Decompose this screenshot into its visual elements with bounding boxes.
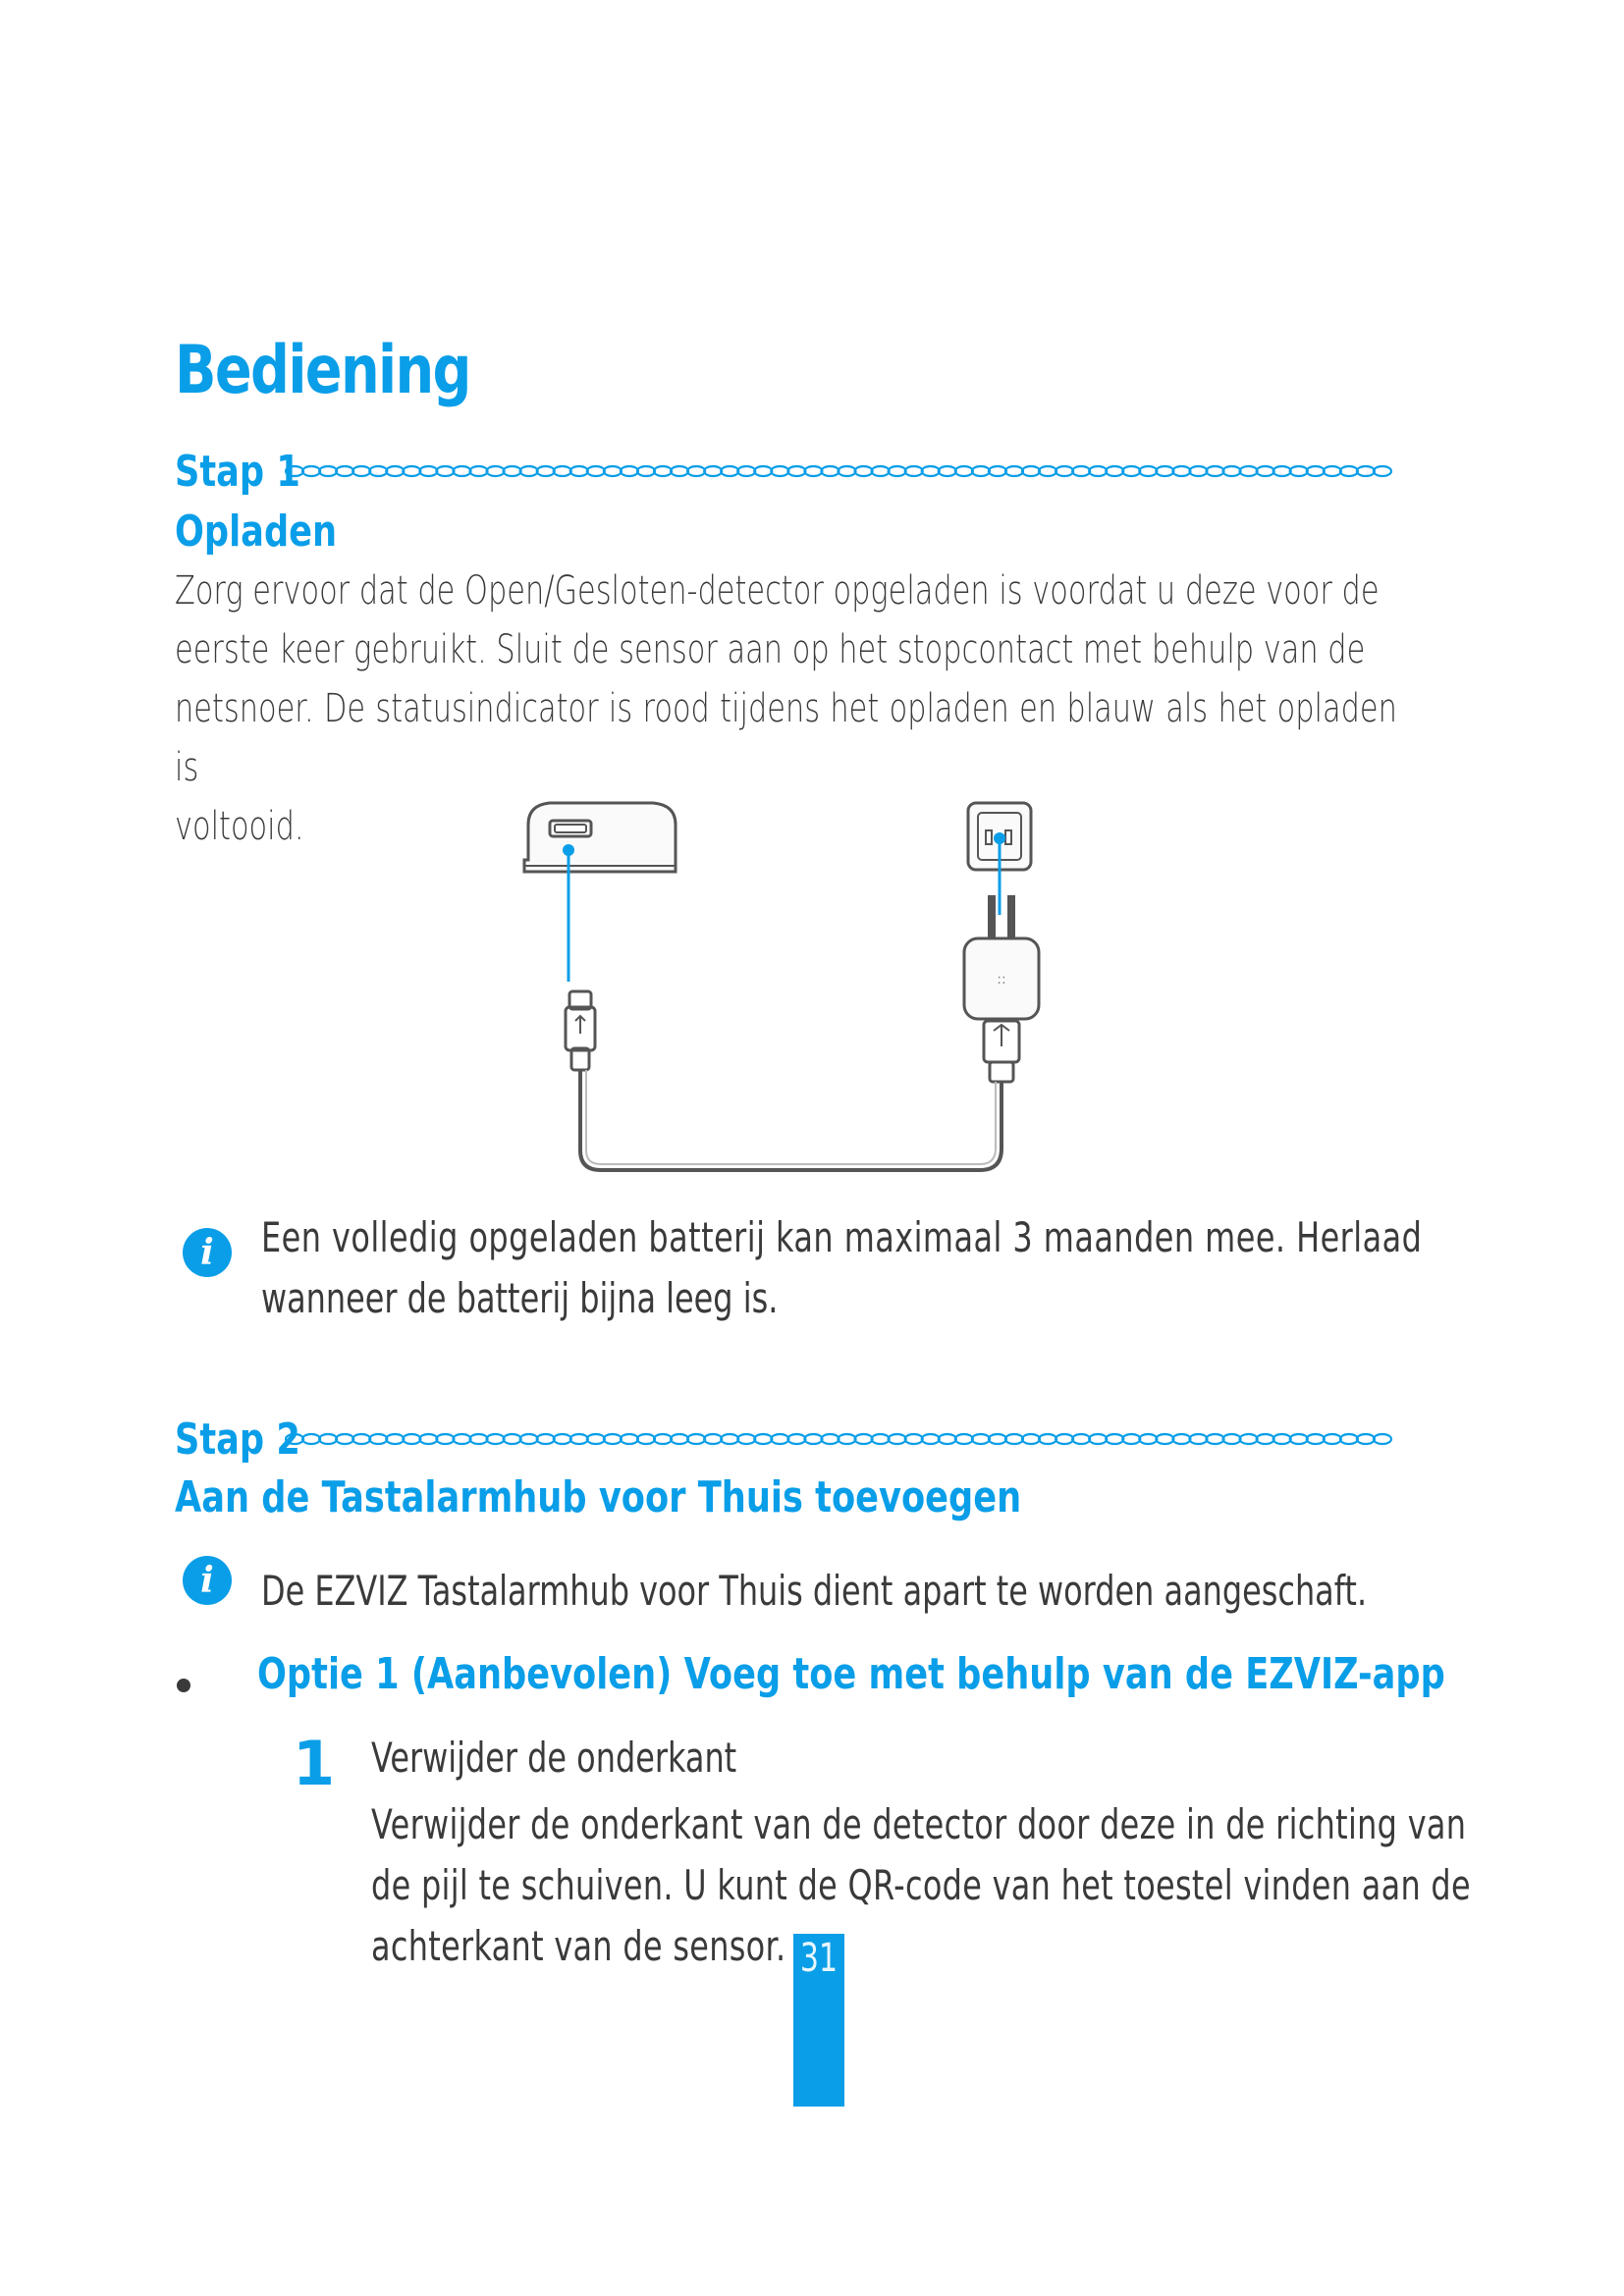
chain-link (737, 466, 755, 476)
chain-link (1290, 1434, 1308, 1444)
chain-link (487, 466, 505, 476)
chain-link (302, 466, 320, 476)
chain-link (687, 466, 705, 476)
step2-header (175, 1412, 1397, 1467)
chain-link (419, 466, 437, 476)
chain-link (1307, 1434, 1325, 1444)
chain-link (1240, 1434, 1258, 1444)
note-line: Een volledig opgeladen batterij kan maximaal 3 maanden mee. Herlaad (261, 1213, 1423, 1261)
page-number: 31 (799, 1936, 839, 1981)
chain-link (804, 1434, 822, 1444)
chain-link (1307, 466, 1325, 476)
chain-link (838, 466, 855, 476)
chain-link (955, 466, 973, 476)
step1-header (175, 444, 1397, 499)
chain-link (403, 1434, 420, 1444)
chain-link (1374, 466, 1391, 476)
chain-link (469, 466, 487, 476)
chain-link (821, 1434, 839, 1444)
usb-cable (580, 1070, 1001, 1170)
option-title: Optie 1 (Aanbevolen) Voeg toe met behulp van de EZVIZ-app (257, 1649, 1445, 1699)
sub-step-body (371, 1794, 1471, 1977)
chain-link (1374, 1434, 1391, 1444)
chain-link (369, 1434, 387, 1444)
chain-link (821, 466, 839, 476)
chain-link (1056, 466, 1073, 476)
chain-link (1172, 1434, 1190, 1444)
chain-link (737, 1434, 755, 1444)
chain-link (352, 1434, 370, 1444)
bullet-icon (177, 1679, 190, 1692)
usb-connector-icon (566, 991, 595, 1070)
chain-link (972, 466, 990, 476)
chain-link (1156, 1434, 1173, 1444)
chain-link (1156, 466, 1173, 476)
sub-step-title: Verwijder de onderkant (371, 1734, 737, 1782)
chain-link (319, 466, 337, 476)
chain-link (469, 1434, 487, 1444)
chain-link (922, 466, 940, 476)
chain-link (989, 1434, 1006, 1444)
chain-link (1340, 466, 1358, 476)
chain-link (1257, 1434, 1274, 1444)
chain-link (453, 1434, 470, 1444)
chain-link (1273, 466, 1291, 476)
charging-illustration (511, 785, 1060, 1178)
chain-link (1039, 466, 1056, 476)
chain-link (872, 1434, 890, 1444)
chain-link (319, 1434, 337, 1444)
chain-link (905, 1434, 923, 1444)
chain-link (587, 1434, 605, 1444)
chain-link (1324, 1434, 1341, 1444)
chain-link (537, 466, 555, 476)
chain-link (1206, 1434, 1223, 1444)
chain-link (671, 466, 688, 476)
chain-link (1223, 466, 1241, 476)
chain-link (654, 1434, 672, 1444)
chain-link (1022, 466, 1040, 476)
chain-link (604, 1434, 622, 1444)
step2-label: Stap 2 (175, 1414, 300, 1465)
chain-link (587, 466, 605, 476)
chain-link (787, 1434, 805, 1444)
paragraph-line: eerste keer gebruikt. Sluit de sensor aan op het stopcontact met behulp van de (175, 627, 1366, 672)
chain-link (1206, 466, 1223, 476)
step2-title: Aan de Tastalarmhub voor Thuis toevoegen (175, 1472, 1022, 1522)
chain-link (754, 1434, 772, 1444)
info-icon: i (183, 1556, 232, 1605)
chain-link (637, 466, 655, 476)
chain-link (1005, 466, 1023, 476)
chain-link (1039, 1434, 1056, 1444)
sensor-device (524, 803, 676, 872)
chain-link (1189, 466, 1207, 476)
chain-link (436, 1434, 454, 1444)
sub-step-number: 1 (293, 1728, 336, 1799)
chain-link (570, 466, 588, 476)
chain-link (704, 1434, 722, 1444)
chain-link (687, 1434, 705, 1444)
chain-link (453, 466, 470, 476)
chain-link (1324, 466, 1341, 476)
chain-link (905, 466, 923, 476)
chain-link (1290, 466, 1308, 476)
sub-step (371, 1728, 1624, 1977)
chain-link (754, 466, 772, 476)
chain-link (520, 466, 538, 476)
chain-link (1005, 1434, 1023, 1444)
chain-link (1056, 1434, 1073, 1444)
power-adapter-icon (964, 895, 1039, 1082)
chain-link (804, 466, 822, 476)
chain-link (504, 1434, 521, 1444)
chain-link (487, 1434, 505, 1444)
chain-link (1357, 466, 1375, 476)
chain-link (1089, 1434, 1107, 1444)
note-line: De EZVIZ Tastalarmhub voor Thuis dient apart te worden aangeschaft. (261, 1567, 1368, 1615)
chain-link (504, 466, 521, 476)
chain-link (1172, 466, 1190, 476)
chain-link (1240, 466, 1258, 476)
chain-link (621, 466, 638, 476)
chain-link (1189, 1434, 1207, 1444)
chain-link (654, 466, 672, 476)
chain-link (721, 466, 738, 476)
chain-link (386, 466, 404, 476)
paragraph-line: netsnoer. De statusindicator is rood tijdens het opladen en blauw als het opladen is (175, 686, 1397, 790)
chain-link (554, 466, 571, 476)
chain-link (721, 1434, 738, 1444)
chain-divider-2 (285, 1429, 1397, 1449)
chain-link (855, 466, 873, 476)
chain-link (386, 1434, 404, 1444)
chain-link (771, 466, 788, 476)
body-line: Verwijder de onderkant van de detector door deze in de richting van (371, 1800, 1467, 1848)
chain-link (537, 1434, 555, 1444)
chain-link (989, 466, 1006, 476)
body-line: de pijl te schuiven. U kunt de QR-code van het toestel vinden aan de (371, 1861, 1471, 1909)
chain-link (704, 466, 722, 476)
chain-link (302, 1434, 320, 1444)
chain-link (403, 466, 420, 476)
chain-link (889, 1434, 906, 1444)
chain-link (436, 466, 454, 476)
chain-link (1257, 466, 1274, 476)
chain-link (922, 1434, 940, 1444)
chain-link (1072, 466, 1090, 476)
step1-title: Opladen (175, 507, 338, 557)
chain-link (1357, 1434, 1375, 1444)
chain-divider-1 (285, 461, 1397, 481)
chain-link (369, 466, 387, 476)
chain-link (1139, 466, 1157, 476)
chain-link (955, 1434, 973, 1444)
chain-link (838, 1434, 855, 1444)
step1-label: Stap 1 (175, 446, 300, 497)
step2-note (261, 1561, 1624, 1622)
chain-link (1022, 1434, 1040, 1444)
chain-link (939, 1434, 956, 1444)
chain-link (554, 1434, 571, 1444)
info-icon: i (183, 1228, 232, 1277)
chain-link (671, 1434, 688, 1444)
chain-link (637, 1434, 655, 1444)
step1-note (261, 1207, 1624, 1329)
chain-link (352, 466, 370, 476)
chain-link (1340, 1434, 1358, 1444)
chain-link (570, 1434, 588, 1444)
chain-link (872, 466, 890, 476)
chain-link (419, 1434, 437, 1444)
chain-link (1106, 466, 1123, 476)
chain-link (1122, 1434, 1140, 1444)
chain-link (1122, 466, 1140, 476)
chain-link (336, 1434, 353, 1444)
chain-link (972, 1434, 990, 1444)
chain-link (855, 1434, 873, 1444)
chain-link (520, 1434, 538, 1444)
chain-link (787, 466, 805, 476)
note-line: wanneer de batterij bijna leeg is. (261, 1274, 779, 1322)
chain-link (1139, 1434, 1157, 1444)
chain-link (336, 466, 353, 476)
chain-link (1106, 1434, 1123, 1444)
chain-link (621, 1434, 638, 1444)
body-line: achterkant van de sensor. (371, 1922, 786, 1970)
svg-text:::: :: (997, 972, 1006, 988)
chain-link (889, 466, 906, 476)
paragraph-line: Zorg ervoor dat de Open/Gesloten-detector opgeladen is voordat u deze voor de (175, 568, 1380, 614)
page-title: Bediening (175, 332, 470, 409)
chain-link (1072, 1434, 1090, 1444)
chain-link (771, 1434, 788, 1444)
chain-link (1089, 466, 1107, 476)
chain-link (1223, 1434, 1241, 1444)
paragraph-line: voltooid. (175, 804, 304, 849)
chain-link (939, 466, 956, 476)
chain-link (604, 466, 622, 476)
chain-link (1273, 1434, 1291, 1444)
